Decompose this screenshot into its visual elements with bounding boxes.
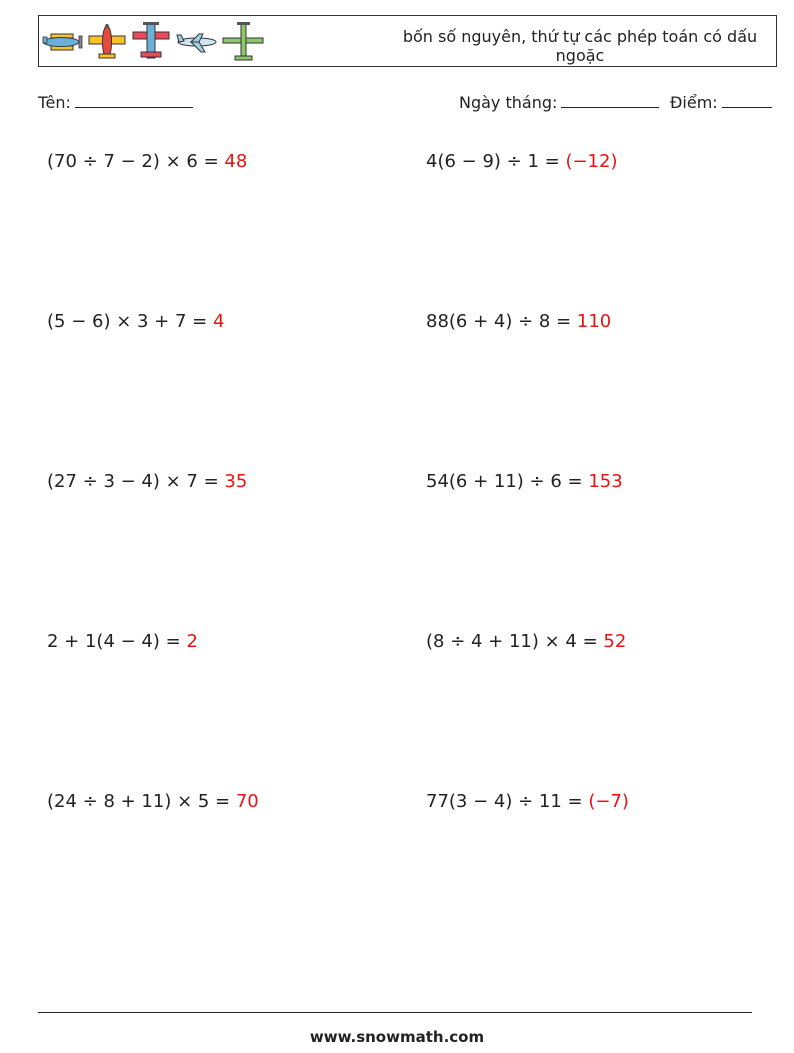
problem-1	[47, 151, 247, 172]
problem-expression: 2 + 1(4 − 4) =	[47, 631, 187, 652]
score-field	[670, 93, 772, 112]
problem-2	[426, 151, 617, 172]
problem-answer: 35	[224, 471, 248, 492]
name-input-line[interactable]	[75, 93, 193, 108]
footer-divider	[38, 1012, 752, 1013]
problem-expression: 4(6 − 9) ÷ 1 =	[426, 151, 566, 172]
problem-answer: (−12)	[565, 151, 618, 172]
problem-5	[47, 471, 247, 492]
problem-expression: (5 − 6) × 3 + 7 =	[47, 311, 213, 332]
problem-8	[426, 631, 626, 652]
biplane-icon	[41, 20, 85, 64]
header-box	[38, 15, 777, 67]
problem-answer: 110	[576, 311, 612, 332]
date-label: Ngày tháng:	[459, 93, 558, 112]
plane-icons	[41, 20, 271, 64]
problem-answer: 52	[603, 631, 627, 652]
name-field	[38, 93, 193, 112]
problem-expression: 77(3 − 4) ÷ 11 =	[426, 791, 589, 812]
problem-4	[426, 311, 611, 332]
problem-6	[426, 471, 623, 492]
date-field	[459, 93, 659, 112]
date-input-line[interactable]	[561, 93, 659, 108]
problem-expression: (27 ÷ 3 − 4) × 7 =	[47, 471, 225, 492]
footer-website[interactable]: www.snowmath.com	[309, 1028, 485, 1046]
score-input-line[interactable]	[722, 93, 772, 108]
problem-9	[47, 791, 259, 812]
problem-expression: (24 ÷ 8 + 11) × 5 =	[47, 791, 236, 812]
problem-answer: (−7)	[588, 791, 629, 812]
name-label: Tên:	[38, 93, 71, 112]
red-plane-icon	[85, 20, 129, 64]
score-label: Điểm:	[670, 93, 718, 112]
cross-plane-icon	[129, 20, 173, 64]
problem-7	[47, 631, 198, 652]
problem-expression: (70 ÷ 7 − 2) × 6 =	[47, 151, 225, 172]
green-plane-icon	[221, 20, 265, 64]
worksheet-title: bốn số nguyên, thứ tự các phép toán có dấu ngoặc	[402, 27, 758, 65]
problem-answer: 153	[588, 471, 623, 492]
problem-3	[47, 311, 224, 332]
problem-answer: 48	[224, 151, 248, 172]
jet-plane-icon	[175, 20, 219, 64]
problem-answer: 2	[186, 631, 198, 652]
problem-answer: 70	[235, 791, 259, 812]
problem-expression: 88(6 + 4) ÷ 8 =	[426, 311, 577, 332]
problem-expression: 54(6 + 11) ÷ 6 =	[426, 471, 589, 492]
problem-10	[426, 791, 629, 812]
problem-expression: (8 ÷ 4 + 11) × 4 =	[426, 631, 604, 652]
problem-answer: 4	[212, 311, 225, 332]
